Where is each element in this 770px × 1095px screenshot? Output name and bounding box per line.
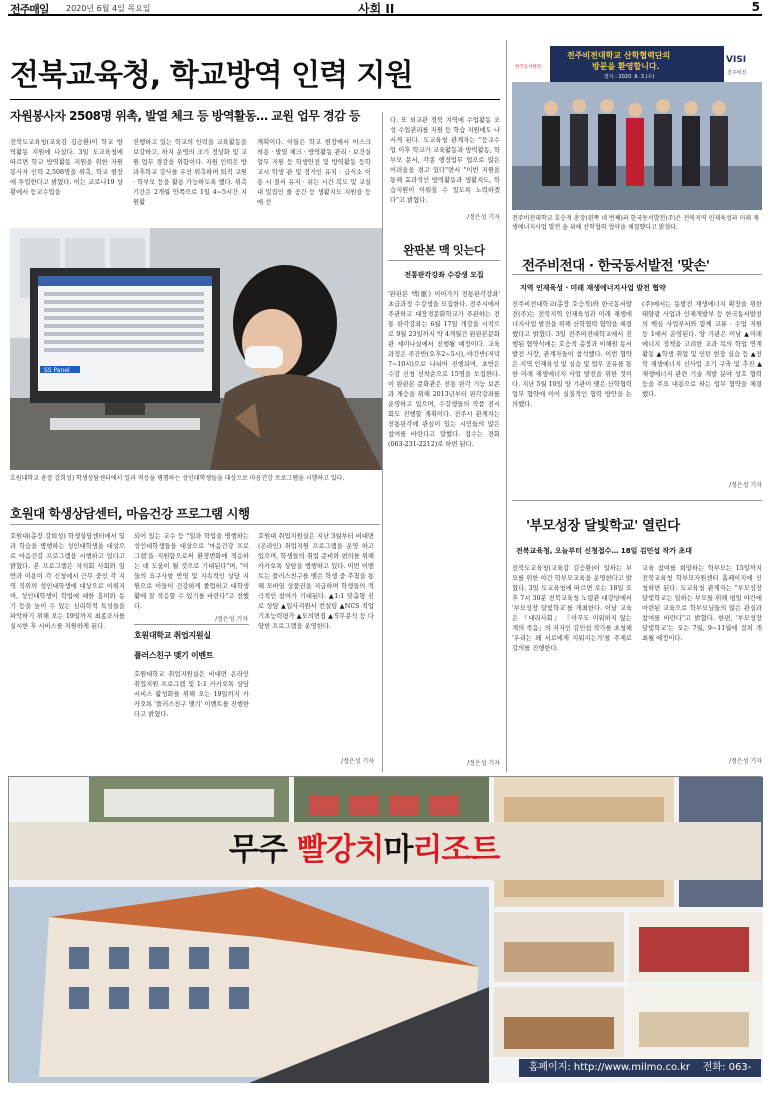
counseling-title: 호원대 학생상담센터, 마음건강 프로그램 시행 xyxy=(10,506,250,521)
event-subtitle: 플러스친구 맺기 이벤트 xyxy=(134,651,214,660)
ceremony-photo-caption: 전주비전대학교 호승적 총장(왼쪽 네 번째)과 한국동서발전(주)은 전북지역 인재육성과 미래 재생에너지사업 발전 을 위해 산학협력 협약을 체결했다고 밝혔다. xyxy=(512,215,759,231)
ceremony-photo-art xyxy=(512,46,762,210)
parenting-top-rule xyxy=(512,500,762,501)
ad-title-prefix: 무주 xyxy=(229,832,297,868)
event-text: 호원대학교 취업지원실은 비대면 온라인 취업지원 프로그램 및 1:1 카카오톡 상담 서비스 활성화를 위해 오는 19일까지 카카오톡 '플러스친구 맺기' 이벤트를 진행한다고 밝혔다. xyxy=(134,671,249,718)
issue-date: 2020년 6월 4일 목요일 xyxy=(66,4,151,13)
event-rule xyxy=(134,624,249,625)
banner-title: 전주비전대학교 산학협력단의 xyxy=(567,51,671,60)
main-article-byline: /정은성 기자 xyxy=(467,214,500,221)
counseling-col3: 호원대 취업지원실은 지난 3월부터 비대면(온라인) 취업지원 프로그램을 운영 하고 있으며, 학생들의 취업 준비와 편의를 위해 카카오톡 상담을 병행하고 있다. 이번 이벤트는 플러스친구를 맺은 학생 중 추첨을 통해 모바일 상품권을 지급하며 학생들의 적극적인 참여가 기대된다. ▲1:1 맞춤형 진로 상담 ▲입사지원서 컨설팅 ▲NCS 직업기초능력평가 ▲모의면접 ▲직무분석 등 다양한 프로그램을 운영한다. xyxy=(258,533,374,630)
main-article-col3: 계획이다. 이들은 학교 현장에서 마스크 착용 · 발열 체크 · 방역활동 관리 · 보건실 업무 지원 등 학생안전 및 방역활동 등학교시 학생 관 및 정거인 유치 · 급식소 이용 시 질서 유지 · 쉬는 시간 복도 및 교실내 밀집인 줄 공간 등 생활지도 지원을 등에 선 xyxy=(257,139,371,206)
banner-subtitle: 방문을 환영합니다. xyxy=(592,62,660,71)
counseling-photo xyxy=(10,228,382,470)
counseling-byline: /정은성 기자 xyxy=(215,616,248,623)
parenting-title: '부모성장 달빛학교' 열린다 xyxy=(526,518,680,534)
ad-title-mid: 마 xyxy=(383,832,413,868)
book-box-text: '완판본 맥(脈) 이어가기 전통판각강좌' 초급과정 수강생을 모집한다. 전주시에서 주관하고 대장경문화학교가 주관하는 전통 판각강좌는 6월 17일 개강을 시작으로 9월 23일까지 약 4개월간 완판본문화관 세미나실에서 진행될 예정이다. 교육 과정은 주간반(오후2~5시), 야간반(저녁7~10시)으로 나뉘어 진행되며, 초반은 수강 신청 선착순으로 15명을 모집한다. 이 완판본 문화관은 전통 판각 기능 보존과 계승을 위해 2013년부터 판각강좌를 운영하고 있으며, 수강생들의 작품 전시회도 진행할 계획이다. 전주시 관계자는 전통판각에 관심이 있는 시민들의 많은 참여를 바란다고 말했다. 접수는 전화(063-231-2212)로 하면 된다. xyxy=(388,291,500,448)
book-box-title: 완판본 맥 잇는다 xyxy=(403,243,485,257)
parenting-col1: 전북도교육청(교육감 김승환)이 일하는 부모를 위한 야간 학부모교육을 운영한다고 밝혔다. 3일 도교육청에 따르면 오는 18일 오후 7시 30분 전북교육청 노령관 대강당에서 '부모성장 달빛학교'를 개최한다. 이날 교육은 『대리사회』 『아무도 미워하지 않는 개의 죽음』의 저자인 김민섭 작가를 초청해 '우리는 왜 서로에게 지워지는가'를 주제로 강의를 진행한다. xyxy=(512,565,632,652)
ad-title xyxy=(229,824,499,869)
partnership-subhead: 지역 인재육성 · 미래 재생에너지사업 발전 협약 xyxy=(520,284,666,292)
center-column-rule xyxy=(382,226,383,772)
main-article-col4: 다. 또 외교관 경북 지역에 수업활동 조성 수업관리를 지원 등 학습 지원에도 나서게 된다. 도교육청 관계자는 "등교수업 이후 학교가 교육활동과 방역활동, 학부모 문서, 각종 행정업무 업으로 많은 어려움을 겪고 있다"면서 "이번 지원을 통해 효과적인 방역활동과 생활지도, 학습지원이 이뤄질 수 있도록 노력하겠다"고 밝혔다. xyxy=(390,117,500,204)
partnership-rule xyxy=(512,274,762,275)
page-number: 5 xyxy=(751,0,760,14)
main-headline: 전북교육청, 학교방역 인력 지원 xyxy=(10,58,413,93)
partnership-byline: /정은성 기자 xyxy=(729,482,762,489)
partner-logo: 한국동서발전 xyxy=(515,65,542,70)
book-box-rule xyxy=(388,260,500,261)
counseling-photo-art xyxy=(10,228,382,470)
partnership-col1: 전주비전대학교(총장 호승적)와 한국동서발전(주)는 전북지역 인재육성과 미래 재생에너지사업 발전을 위해 산학협력 협약을 체결했다고 밝혔다. 3일 전주비전대학교에서 진행된 협약식에는 호승적 총장과 이해원 동서발전 사장, 관계자들이 참석했다. 이번 협약은 지역 인재육성 및 실습 및 업무 공유를 통한 미래 재생에너지 사업 발전을 위한 것이다. 지난 5월 10일 양 기관이 맺은 산학협력 업무 협약에 이어 실질적인 협력 방안을 논의했다. xyxy=(512,301,632,408)
ad-phone: 전화: 063-322-7000 xyxy=(615,1062,752,1091)
main-article-col2: 진행하고 있는 학교의 인력을 교육활동을 보강하고, 하지 운영의 조기 정상화 및 교원 업무 경감을 위함이다. 지원 인력은 방과후학교 강사를 우선 위촉하며 퇴직 교원 · 학부모 등을 활용 가능하도록 했다. 위촉 기간은 2개월 안쪽으로 1일 4~5시간 지원활 xyxy=(133,139,247,206)
resort-advertisement xyxy=(8,776,762,1091)
banner-logo-sub: 전주비전 xyxy=(727,70,747,76)
ad-title-suffix: 리조트 xyxy=(412,832,500,868)
headline-rule xyxy=(10,99,500,100)
ad-title-highlight: 빨강치 xyxy=(296,832,384,868)
parenting-col2: 교육 참여를 희망하는 학부모는 15일까지 전북교육청 학부모지원센터 홈페이지에 신청하면 된다. 도교육청 관계자는 "부모성장 달빛학교는 일하는 부모를 위해 평일 야간에 마련된 교육으로 학부모님들의 많은 관심과 참여를 바란다"고 밝혔다. 한편, '부모성장 달빛학교'는 오는 7월, 9~11월에 걸쳐 개최될 예정이다. xyxy=(642,565,762,642)
book-box-byline: /정은성 기자 xyxy=(467,760,500,767)
counseling-col1: 호원대(총장 강희성) 학생상담센터에서 일과 학습을 병행하는 성인대학생을 대상으로 마음건강 프로그램을 시행하고 있다고 밝혔다. 본 프로그램은 자치회 사회와 일 반과 이용이 각 신청에서 근무 중인 각 지역 직위의 성인대학생에 대상으로 이뤄지며, 성인대학생이 학업에 대한 흥미와 동기 등을 높이 수 있는 심리학적 특성들을 파악하기 위해 오는 19일까지 최종조사를 실시한 후 시비스를 지원하게 된다. xyxy=(10,533,125,630)
partnership-title: 전주비전대 · 한국동서발전 '맞손' xyxy=(522,258,710,274)
ad-homepage-link[interactable]: 홈페이지: http://www.milmo.co.kr xyxy=(528,1062,690,1073)
newspaper-logo: 전주매일 xyxy=(10,3,49,16)
section-title: 사회 II xyxy=(358,2,395,16)
ceremony-photo xyxy=(512,46,762,210)
book-box xyxy=(388,228,500,770)
right-column-rule xyxy=(506,40,507,772)
counseling-col2: 되어 있는 교수 등 "일과 학업을 병행하는 성인대학생들을 대상으로 '마음건강 프로그램'을 지원함으로써 환경변화에 적응하는 데 도움이 될 것으로 기대된다"며, "이들의 요구사항 반영 및 지속적인 상담 지원으로 이들이 건강하게 졸업하고 대학생활에 잘 적응할 수 있기를 바란다"고 전했다. xyxy=(134,533,249,610)
counseling-photo-caption: 호원대학교 총장 강희성) 학생상담센터에서 일과 적응을 병행하는 성인대학생들을 대상으로 마음건강 프로그램을 시행하고 있다. xyxy=(10,475,345,482)
counseling-rule xyxy=(10,524,380,525)
main-subhead: 자원봉사자 2508명 위촉, 발열 체크 등 방역활동… 교원 업무 경감 등 xyxy=(10,109,360,123)
page-header xyxy=(8,0,762,16)
counseling-byline2: /정은성 기자 xyxy=(341,758,374,765)
banner-date: 일시 : 2020. 6. 3.(수) xyxy=(604,74,655,80)
book-box-subhead: 전통판각강좌 수강생 모집 xyxy=(404,271,484,279)
parenting-subhead: 전북교육청, 오늘부터 신청접수… 18일 김민섭 작가 초대 xyxy=(516,547,693,555)
partnership-col2: (주)에서는 동발전 재생에너지 확장을 위한 태양광 사업과 인재개발부 등 한국동서발전의 핵심 사업부서와 함께 교류 · 수업 지원 등 1에서 운영된다. 양 기관은 이날 ▲미래 에너지 정책을 고려한 교과 목의 학업 연계 활동 ▲학생 취업 및 인턴 현장 실습 등 ▲전북 재생에너지 신사업 조기 구축 및 추진 ▲재생에너지 관련 기술 개발 분야 상호 협력 등을 주요 내용으로 하는 업무 협약을 체결했다. xyxy=(642,301,762,398)
event-title: 호원대학교 취업지원실 xyxy=(134,631,211,640)
ad-contact-footer xyxy=(519,1059,761,1091)
screen-label: SS Panel xyxy=(44,367,70,374)
main-article-col1: 전북도교육청(교육감 김승환)이 학교 방역활동 지원에 나섰다. 3일 도교육청에 따르면 학교 방역활동 지원을 위한 자원봉사자 인력 2,508명을 위촉, 학교 현장에 투입한다고 밝혔다. 이는 코로나19 상황에서 등교수업을 xyxy=(10,139,123,196)
banner-logo: VISI xyxy=(726,55,747,65)
parenting-byline: /정은성 기자 xyxy=(729,758,762,765)
column-rule xyxy=(382,112,383,226)
